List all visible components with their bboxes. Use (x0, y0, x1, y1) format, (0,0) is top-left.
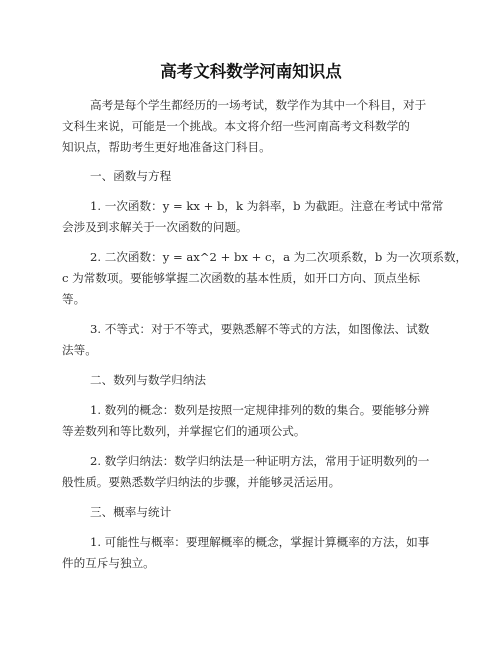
paragraph-line: 法等。 (62, 343, 97, 357)
paragraph-line: 1. 一次函数：y = kx + b，k 为斜率，b 为截距。注意在考试中常常 (90, 199, 444, 213)
paragraph-line: 般性质。要熟悉数学归纳法的步骤，并能够灵活运用。 (62, 475, 341, 489)
section-heading-2: 二、数列与数学归纳法 (90, 373, 206, 387)
intro-line-1: 高考是每个学生都经历的一场考试，数学作为其中一个科目，对于 (90, 98, 427, 112)
intro-line-2: 文科生来说，可能是一个挑战。本文将介绍一些河南高考文科数学的 (62, 119, 410, 133)
paragraph-line: 会涉及到求解关于一次函数的问题。 (62, 220, 248, 234)
paragraph-line: 等差数列和等比数列，并掌握它们的通项公式。 (62, 424, 306, 438)
paragraph-line: 2. 数学归纳法：数学归纳法是一种证明方法，常用于证明数列的一 (90, 454, 430, 468)
section-heading-3: 三、概率与统计 (90, 505, 172, 519)
section-heading-1: 一、函数与方程 (90, 169, 172, 183)
paragraph-line: 3. 不等式：对于不等式，要熟悉解不等式的方法，如图像法、试数 (90, 322, 430, 336)
document-title: 高考文科数学河南知识点 (160, 62, 342, 81)
paragraph-line: 1. 数列的概念：数列是按照一定规律排列的数的集合。要能够分辨 (90, 403, 430, 417)
paragraph-line: 件的互斥与独立。 (62, 556, 155, 570)
intro-line-3: 知识点，帮助考生更好地准备这门科目。 (62, 140, 271, 154)
paragraph-line: 2. 二次函数：y = ax^2 + bx + c，a 为二次项系数，b 为一次项系数， (90, 250, 468, 264)
paragraph-line: 1. 可能性与概率：要理解概率的概念，掌握计算概率的方法，如事 (90, 535, 430, 549)
paragraph-line: 等。 (62, 292, 86, 306)
paragraph-line: c 为常数项。要能够掌握二次函数的基本性质，如开口方向、顶点坐标 (62, 271, 420, 285)
